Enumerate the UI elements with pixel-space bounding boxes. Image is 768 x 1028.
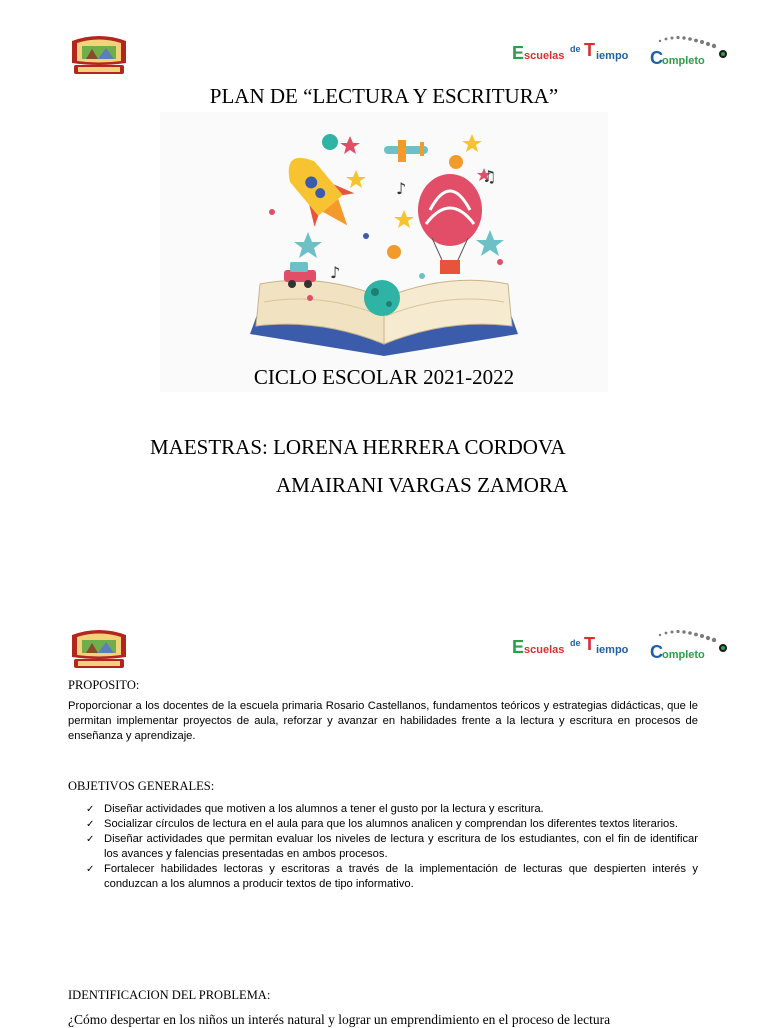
objetivo-text: Diseñar actividades que permitan evaluar los niveles de lectura y escritura de los estudiantes, con el fin de identificar los avances y falencias presentadas en ambos procesos. bbox=[104, 833, 698, 860]
svg-text:E: E bbox=[512, 637, 525, 657]
svg-text:ompleto: ompleto bbox=[662, 649, 705, 661]
objetivo-text: Fortalecer habilidades lectoras y escritoras a través de la implementación de lecturas que despierten interés y conduzcan a los alumnos a producir textos de tipo informativo. bbox=[104, 863, 698, 890]
objetivo-text: Socializar círculos de lectura en el aula para que los alumnos analicen y comprendan los diferentes textos literarios. bbox=[104, 818, 678, 830]
proposito-heading: PROPOSITO: bbox=[68, 678, 140, 692]
svg-text:♪: ♪ bbox=[396, 179, 407, 198]
svg-text:C: C bbox=[650, 48, 663, 68]
objetivos-list bbox=[68, 802, 698, 892]
svg-text:♫: ♫ bbox=[482, 167, 497, 186]
plan-title: PLAN DE “LECTURA Y ESCRITURA” bbox=[209, 84, 559, 108]
problema-question: ¿Cómo despertar en los niños un interés natural y lograr un emprendimiento en el proceso de lectura bbox=[68, 1012, 611, 1027]
svg-text:de: de bbox=[570, 638, 581, 648]
svg-text:scuelas: scuelas bbox=[524, 50, 565, 62]
svg-text:E: E bbox=[512, 43, 525, 63]
checkmark-icon: ✓ bbox=[86, 864, 95, 875]
objetivo-item bbox=[68, 802, 698, 817]
objetivos-heading: OBJETIVOS GENERALES: bbox=[68, 779, 215, 793]
svg-text:scuelas: scuelas bbox=[524, 644, 565, 656]
svg-text:ompleto: ompleto bbox=[662, 55, 705, 67]
svg-text:T: T bbox=[584, 634, 595, 654]
school-cycle: CICLO ESCOLAR 2021-2022 bbox=[253, 365, 515, 389]
municipal-seal-logo bbox=[68, 33, 130, 77]
objetivo-item bbox=[68, 862, 698, 892]
open-book-illustration bbox=[160, 112, 608, 392]
objetivo-item bbox=[68, 817, 698, 832]
svg-text:♪: ♪ bbox=[330, 263, 341, 282]
municipal-seal-logo-2 bbox=[68, 627, 130, 671]
svg-text:de: de bbox=[570, 44, 581, 54]
checkmark-icon: ✓ bbox=[86, 834, 95, 845]
svg-text:C: C bbox=[650, 642, 663, 662]
teachers-line-1: MAESTRAS: LORENA HERRERA CORDOVA bbox=[150, 435, 566, 459]
objetivo-text: Diseñar actividades que motiven a los alumnos a tener el gusto por la lectura y escritura. bbox=[104, 803, 544, 815]
checkmark-icon: ✓ bbox=[86, 804, 95, 815]
teachers-line-2: AMAIRANI VARGAS ZAMORA bbox=[276, 473, 569, 497]
objetivo-item bbox=[68, 832, 698, 862]
proposito-paragraph: Proporcionar a los docentes de la escuela primaria Rosario Castellanos, fundamentos teóricos y estrategias didácticas, que le permitan implementar proyectos de aula, reforzar y avanzar en habilidades frente a la lectura y escritura en procesos de enseñanza y aprendizaje. bbox=[68, 700, 698, 742]
checkmark-icon: ✓ bbox=[86, 819, 95, 830]
svg-text:iempo: iempo bbox=[596, 50, 629, 62]
problema-heading: IDENTIFICACION DEL PROBLEMA: bbox=[68, 988, 271, 1002]
escuelas-tiempo-completo-logo bbox=[510, 32, 730, 72]
escuelas-tiempo-completo-logo-2 bbox=[510, 626, 730, 666]
svg-text:iempo: iempo bbox=[596, 644, 629, 656]
svg-text:T: T bbox=[584, 40, 595, 60]
